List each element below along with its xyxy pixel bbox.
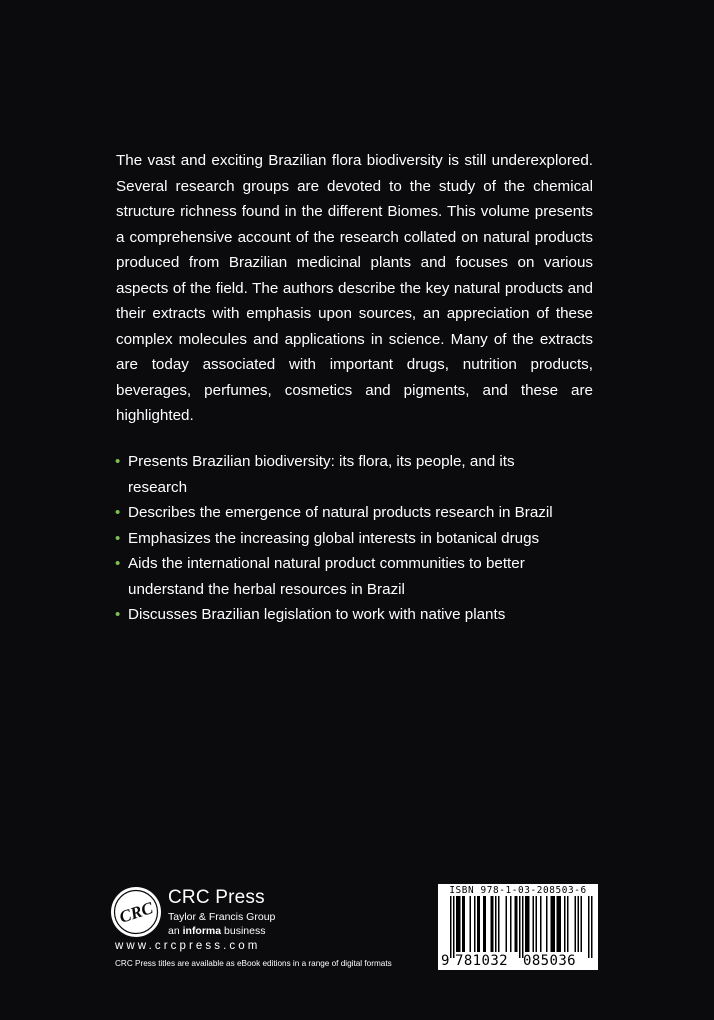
barcode-bar [483,896,485,952]
isbn-label: ISBN 978-1-03-208503-6 [449,885,587,896]
ebook-note: CRC Press titles are available as eBook editions in a range of digital formats [115,959,392,968]
barcode-bar [470,896,472,952]
list-item-text: Emphasizes the increasing global interests in botanical drugs [128,529,540,547]
informa-line: an informa business [168,925,266,937]
barcode-bar [551,896,553,952]
crc-logo-icon [110,886,162,938]
barcode-bar [450,896,452,958]
barcode-bar [581,896,583,952]
barcode-bar [516,896,518,952]
list-item [114,526,594,552]
barcode-bar [525,896,527,952]
publisher-url[interactable]: www.crcpress.com [115,940,261,952]
barcode-bar [557,896,559,952]
barcode-bar [588,896,590,958]
list-item-text: Aids the international natural product communities to better understand the herbal resources in Brazil [128,555,525,598]
barcode-bar [491,896,493,952]
barcode-bar [528,896,530,952]
list-item [114,602,594,628]
isbn-barcode [438,884,598,970]
barcode-bar [567,896,569,952]
barcode-bar [453,896,455,958]
ean-right-group: 085036 [523,953,576,969]
barcode-bar [485,896,487,952]
barcode-bar [522,896,524,958]
barcode-bar [510,896,512,952]
publisher-block [110,886,410,976]
barcode-bar [527,896,529,952]
barcode-bar [578,896,580,952]
barcode-bar [464,896,466,952]
bullet-icon: • [115,606,121,623]
barcode-bar [560,896,562,952]
list-item-text: Describes the emergence of natural products research in Brazil [128,504,553,521]
bullet-icon: • [115,504,121,521]
publisher-group: Taylor & Francis Group [168,911,276,923]
barcode-bar [533,896,535,952]
barcode-bar [498,896,500,952]
feature-list [114,449,594,628]
list-item [114,551,594,602]
bullet-icon: • [115,555,121,572]
barcode-bar [575,896,577,952]
barcode-bar [506,896,508,952]
list-item [114,449,594,500]
barcode-bar [591,896,593,958]
informa-brand: informa [182,925,222,937]
barcode-bar [495,896,497,952]
bullet-icon: • [115,529,121,547]
barcode-bar [456,896,458,952]
barcode-bar [552,896,554,952]
ean-left-group: 781032 [455,953,508,969]
barcode-bar [458,896,460,952]
barcode-bar [536,896,538,952]
list-item [114,500,594,526]
ean-first-digit: 9 [441,953,450,969]
barcode-bar [459,896,461,952]
svg-text:CRC: CRC [117,898,156,927]
barcode-bar [462,896,464,952]
barcode-bar [540,896,542,952]
barcode-bars [438,896,598,958]
barcode-bar [519,896,521,958]
barcode-bar [546,896,548,952]
barcode-bar [474,896,476,952]
book-description: The vast and exciting Brazilian flora biodiversity is still underexplored. Several research groups are devoted to the study of the chemical structure richness found in the different Biomes. This volume presents a comprehensive account of the research collated on natural products produced from Brazilian medicinal plants and focuses on various aspects of the field. The authors describe the key natural products and their extracts with emphasis upon sources, an appreciation of these complex molecules and applications in science. Many of the extracts are today associated with important drugs, nutrition products, beverages, perfumes, cosmetics and pigments, and these are highlighted. [116,152,593,424]
list-item-text: Discusses Brazilian legislation to work with native plants [128,606,506,623]
bullet-icon: • [115,453,121,470]
barcode-bar [564,896,566,952]
publisher-name: CRC Press [168,887,265,908]
list-item-text: Presents Brazilian biodiversity: its flora, its people, and its research [128,453,515,496]
barcode-bar [554,896,556,952]
barcode-bar [558,896,560,952]
barcode-bar [515,896,517,952]
barcode-bar [477,896,479,952]
barcode-bar [492,896,494,952]
barcode-bar [479,896,481,952]
